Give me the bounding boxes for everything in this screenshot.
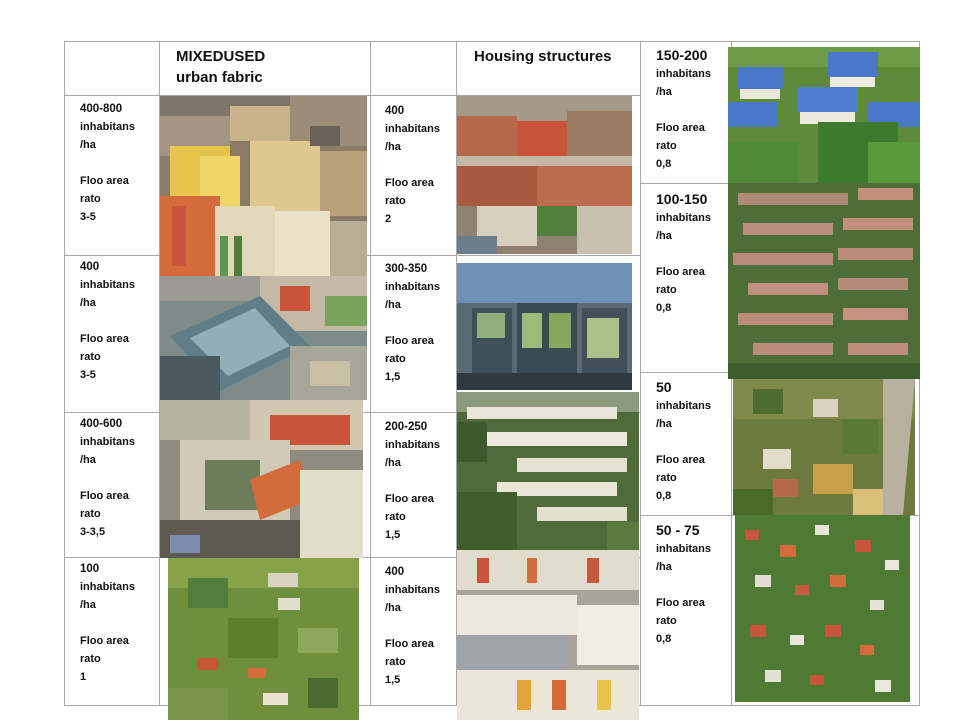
low-row-2-label <box>656 189 711 317</box>
density-unit: inhabitans <box>385 123 441 135</box>
density-per: /ha <box>656 418 672 430</box>
far-label-2: rato <box>385 195 406 207</box>
header-mixedused <box>176 46 265 88</box>
far-label: Floo area <box>656 454 705 466</box>
aerial-photo-blue-roof-villas <box>728 47 920 183</box>
aerial-photo-mixed-use-glass-atrium <box>160 276 367 400</box>
density-unit: inhabitans <box>656 68 712 80</box>
far-label-2: rato <box>656 140 677 152</box>
density-unit: inhabitans <box>656 543 712 555</box>
density-unit: inhabitans <box>80 121 136 133</box>
density-per: /ha <box>656 561 672 573</box>
density-value: 100 <box>80 563 100 575</box>
far-label-2: rato <box>80 508 101 520</box>
aerial-photo-housing-slab-rows <box>457 392 639 550</box>
far-label-2: rato <box>656 472 677 484</box>
far-value: 0,8 <box>656 158 672 170</box>
header-mixedused-line2: urban fabric <box>176 69 263 86</box>
housing-row-3-label <box>385 418 440 544</box>
far-label-2: rato <box>80 193 101 205</box>
far-label-2: rato <box>385 656 406 668</box>
low-row-4-label <box>656 520 711 648</box>
density-value: 400 <box>385 566 405 578</box>
density-value: 100-150 <box>656 191 708 207</box>
density-per: /ha <box>80 599 96 611</box>
far-label: Floo area <box>656 266 705 278</box>
density-value: 50 - 75 <box>656 522 700 538</box>
density-value: 400-600 <box>80 418 123 430</box>
density-value: 400-800 <box>80 103 123 115</box>
far-label-2: rato <box>385 353 406 365</box>
far-label-2: rato <box>80 351 101 363</box>
density-unit: inhabitans <box>80 279 136 291</box>
far-value: 3-5 <box>80 211 96 223</box>
far-label: Floo area <box>80 175 129 187</box>
density-per: /ha <box>385 602 401 614</box>
density-unit: inhabitans <box>385 281 441 293</box>
far-label: Floo area <box>385 493 434 505</box>
density-per: /ha <box>656 230 672 242</box>
aerial-photo-mixed-use-garden-plots <box>168 558 359 720</box>
column-divider-2 <box>370 41 371 706</box>
far-value: 0,8 <box>656 490 672 502</box>
far-label: Floo area <box>80 490 129 502</box>
density-value: 400 <box>80 261 100 273</box>
density-value: 300-350 <box>385 263 428 275</box>
mixed-row-2-label <box>80 258 135 384</box>
low-row-3-label <box>656 377 711 505</box>
far-label: Floo area <box>656 597 705 609</box>
far-value: 0,8 <box>656 633 672 645</box>
housing-row-1-label <box>385 102 440 228</box>
density-unit: inhabitans <box>656 400 712 412</box>
density-value: 150-200 <box>656 47 708 63</box>
table-border-left <box>64 41 65 706</box>
density-unit: inhabitans <box>80 436 136 448</box>
far-value: 1,5 <box>385 674 401 686</box>
far-label: Floo area <box>385 177 434 189</box>
far-label: Floo area <box>80 635 129 647</box>
density-value: 50 <box>656 379 672 395</box>
far-value: 3-3,5 <box>80 526 106 538</box>
density-per: /ha <box>385 457 401 469</box>
far-value: 1,5 <box>385 371 401 383</box>
aerial-photo-housing-perimeter-blocks <box>457 96 632 254</box>
density-value: 400 <box>385 105 405 117</box>
table-border-top <box>64 41 920 42</box>
density-per: /ha <box>385 299 401 311</box>
far-label: Floo area <box>80 333 129 345</box>
housing-row-2-label <box>385 260 440 386</box>
header-housing-structures: Housing structures <box>474 48 612 65</box>
density-per: /ha <box>80 297 96 309</box>
low-row-1-label <box>656 45 711 173</box>
column-divider-4 <box>640 41 641 706</box>
far-value: 3-5 <box>80 369 96 381</box>
mixed-row-4-label <box>80 560 135 686</box>
aerial-photo-mixed-use-yellow-blocks <box>160 96 367 276</box>
aerial-photo-detached-houses-trees <box>733 379 915 515</box>
density-unit: inhabitans <box>385 439 441 451</box>
aerial-photo-mixed-use-courtyard-block <box>160 400 363 558</box>
mixed-row-1-label <box>80 100 135 226</box>
far-label-2: rato <box>656 615 677 627</box>
mixed-row-3-label <box>80 415 135 541</box>
density-per: /ha <box>80 454 96 466</box>
housing-row-4-label <box>385 563 440 689</box>
far-label: Floo area <box>385 638 434 650</box>
density-per: /ha <box>80 139 96 151</box>
density-per: /ha <box>656 86 672 98</box>
far-value: 0,8 <box>656 302 672 314</box>
aerial-photo-housing-modern-terraces <box>457 550 639 720</box>
far-label-2: rato <box>80 653 101 665</box>
density-per: /ha <box>385 141 401 153</box>
far-label-2: rato <box>656 284 677 296</box>
header-mixedused-line1: MIXEDUSED <box>176 48 266 65</box>
far-label: Floo area <box>385 335 434 347</box>
far-label: Floo area <box>656 122 705 134</box>
far-label-2: rato <box>385 511 406 523</box>
aerial-photo-housing-waterfront-courtyards <box>457 263 632 390</box>
far-value: 1,5 <box>385 529 401 541</box>
density-unit: inhabitans <box>385 584 441 596</box>
aerial-photo-suburban-houses <box>735 515 910 702</box>
density-unit: inhabitans <box>80 581 136 593</box>
aerial-photo-terraced-rows <box>728 183 920 379</box>
density-unit: inhabitans <box>656 212 712 224</box>
density-value: 200-250 <box>385 421 428 433</box>
far-value: 1 <box>80 671 87 683</box>
far-value: 2 <box>385 213 392 225</box>
